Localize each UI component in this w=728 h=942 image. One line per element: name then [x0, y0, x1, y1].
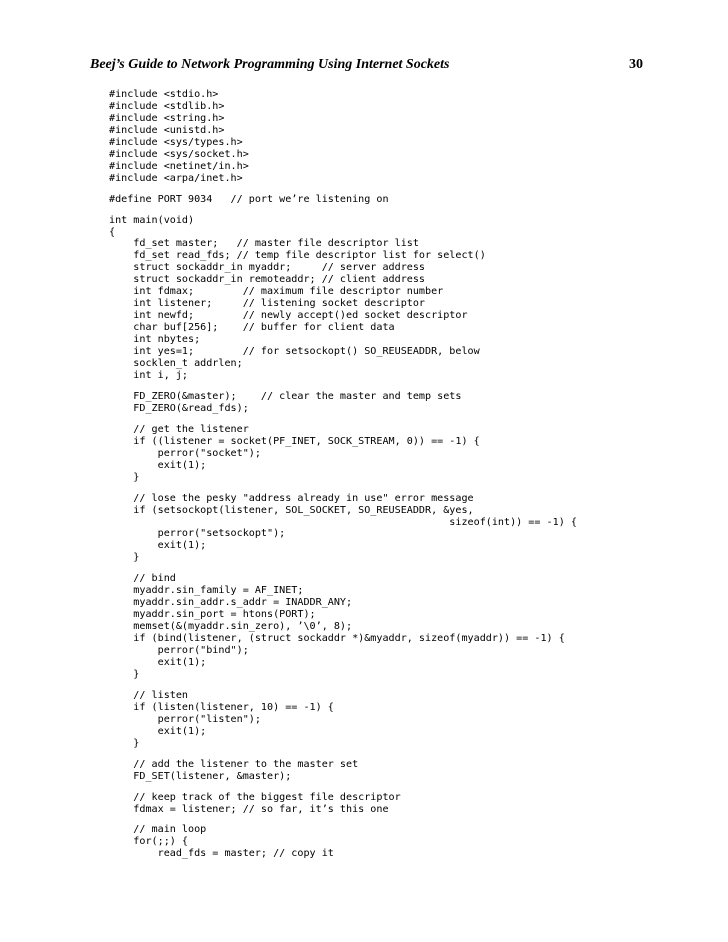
- code-line: myaddr.sin_family = AF_INET;: [109, 585, 304, 597]
- code-line: {: [109, 226, 116, 238]
- code-line: FD_SET(listener, &master);: [109, 770, 292, 782]
- code-blank-line: [109, 382, 577, 391]
- code-line: socklen_t addrlen;: [109, 358, 243, 370]
- code-line: exit(1);: [109, 656, 207, 668]
- code-line: #include <stdlib.h>: [109, 100, 225, 112]
- code-line: exit(1);: [109, 725, 207, 737]
- code-line: // main loop: [109, 824, 207, 836]
- code-blank-line: [109, 750, 577, 759]
- code-line: #include <sys/types.h>: [109, 136, 243, 148]
- code-line: for(;;) {: [109, 836, 189, 848]
- code-line: #include <arpa/inet.h>: [109, 172, 243, 184]
- code-line: perror("listen");: [109, 713, 261, 725]
- code-line: #include <netinet/in.h>: [109, 160, 249, 172]
- code-line: int nbytes;: [109, 334, 201, 346]
- code-blank-line: [109, 484, 577, 493]
- code-line: fd_set master; // master file descriptor list: [109, 238, 419, 250]
- code-line: struct sockaddr_in remoteaddr; // client address: [109, 274, 426, 286]
- code-blank-line: [109, 415, 577, 424]
- code-line: }: [109, 552, 140, 564]
- code-line: #include <string.h>: [109, 112, 225, 124]
- page-header: [90, 57, 643, 77]
- page-number: 30: [629, 57, 643, 72]
- code-line: perror("socket");: [109, 447, 261, 459]
- code-line: // listen: [109, 689, 189, 701]
- code-line: perror("setsockopt");: [109, 528, 286, 540]
- code-line: }: [109, 471, 140, 483]
- code-line: // lose the pesky "address already in use" error message: [109, 492, 474, 504]
- code-line: // bind: [109, 573, 176, 585]
- code-line: #define PORT 9034 // port we’re listening on: [109, 193, 389, 205]
- code-line: // keep track of the biggest file descriptor: [109, 791, 401, 803]
- code-line: read_fds = master; // copy it: [109, 848, 334, 860]
- code-line: fd_set read_fds; // temp file descriptor list for select(): [109, 250, 486, 262]
- code-line: int newfd; // newly accept()ed socket descriptor: [109, 310, 468, 322]
- code-line: int listener; // listening socket descriptor: [109, 298, 426, 310]
- code-blank-line: [109, 206, 577, 215]
- code-line: }: [109, 668, 140, 680]
- code-line: int main(void): [109, 214, 195, 226]
- code-line: int i, j;: [109, 369, 189, 381]
- running-title: Beej’s Guide to Network Programming Using Internet Sockets: [90, 57, 450, 72]
- code-blank-line: [109, 815, 577, 824]
- code-blank-line: [109, 564, 577, 573]
- code-line: memset(&(myaddr.sin_zero), ’\0’, 8);: [109, 621, 353, 633]
- code-line: // get the listener: [109, 423, 249, 435]
- code-line: fdmax = listener; // so far, it’s this one: [109, 803, 389, 815]
- code-line: }: [109, 737, 140, 749]
- code-line: exit(1);: [109, 540, 207, 552]
- code-line: int fdmax; // maximum file descriptor number: [109, 286, 444, 298]
- code-listing: [109, 89, 577, 860]
- code-line: char buf[256]; // buffer for client data: [109, 322, 395, 334]
- code-blank-line: [109, 783, 577, 792]
- code-line: int yes=1; // for setsockopt() SO_REUSEADDR, below: [109, 346, 480, 358]
- code-line: if (setsockopt(listener, SOL_SOCKET, SO_REUSEADDR, &yes,: [109, 504, 474, 516]
- code-line: FD_ZERO(&master); // clear the master and temp sets: [109, 390, 462, 402]
- code-line: struct sockaddr_in myaddr; // server address: [109, 262, 426, 274]
- code-line: myaddr.sin_addr.s_addr = INADDR_ANY;: [109, 597, 353, 609]
- code-line: exit(1);: [109, 459, 207, 471]
- code-line: sizeof(int)) == -1) {: [109, 516, 577, 528]
- code-line: #include <stdio.h>: [109, 89, 219, 100]
- code-line: #include <sys/socket.h>: [109, 148, 249, 160]
- code-line: myaddr.sin_port = htons(PORT);: [109, 609, 316, 621]
- code-line: FD_ZERO(&read_fds);: [109, 402, 249, 414]
- code-line: if (bind(listener, (struct sockaddr *)&myaddr, sizeof(myaddr)) == -1) {: [109, 633, 565, 645]
- code-line: if ((listener = socket(PF_INET, SOCK_STREAM, 0)) == -1) {: [109, 435, 480, 447]
- code-blank-line: [109, 681, 577, 690]
- code-line: if (listen(listener, 10) == -1) {: [109, 701, 334, 713]
- code-line: // add the listener to the master set: [109, 758, 359, 770]
- code-line: perror("bind");: [109, 645, 249, 657]
- code-line: #include <unistd.h>: [109, 124, 225, 136]
- code-blank-line: [109, 185, 577, 194]
